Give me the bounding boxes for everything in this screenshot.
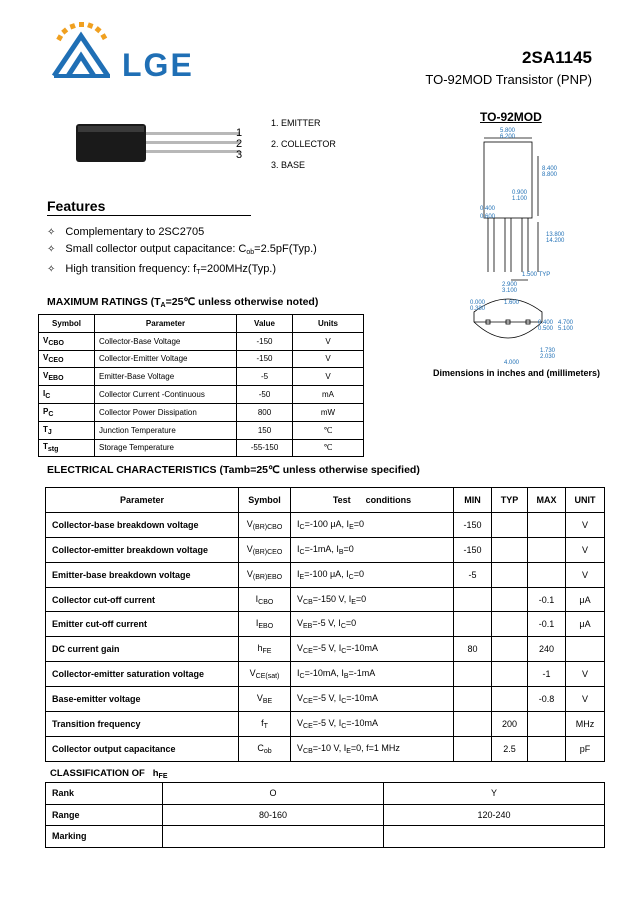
column-header: Parameter [95,315,237,333]
pin-base: 3. BASE [271,160,306,170]
symbol-cell: $f_T$ [239,712,291,737]
symbol-cell: $V_{EBO}$ [39,368,95,386]
symbol-cell: $P_C$ [39,403,95,421]
rank-o-cell: 80-160 [163,804,384,826]
rank-y-cell [384,826,605,848]
max-cell: -0.1 [528,612,566,637]
parameter-cell: Emitter-base breakdown voltage [46,562,239,587]
value-cell: -150 [237,350,293,368]
dim-label: 2.030 [540,354,556,360]
table-row [39,332,364,350]
value-cell: 800 [237,403,293,421]
parameter-cell: Transition frequency [46,712,239,737]
typ-cell [492,562,528,587]
min-cell: -150 [454,512,492,537]
dim-label: 0.000 [470,300,486,306]
symbol-cell: $I_C$ [39,386,95,404]
max-cell [528,512,566,537]
unit-cell: mA [293,386,364,404]
pin-number: 3 [236,149,243,161]
package-dimension-drawing [466,126,596,370]
unit-cell: mW [293,403,364,421]
parameter-cell: Storage Temperature [95,439,237,457]
symbol-cell: $V_{CEO}$ [39,350,95,368]
rank-o-cell: O [163,783,384,805]
parameter-cell: Junction Temperature [95,421,237,439]
typ-cell [492,687,528,712]
row-label: Rank [46,783,163,805]
table-row [39,439,364,457]
features-heading: Features [47,198,251,216]
parameter-cell: Collector-emitter breakdown voltage [46,537,239,562]
max-cell [528,736,566,761]
symbol-cell: $V_{(BR)CEO}$ [239,537,291,562]
min-cell: -150 [454,537,492,562]
feature-item: ✧ Complementary to 2SC2705 [47,224,317,241]
typ-cell [492,537,528,562]
dim-label: 4.700 [558,320,574,326]
min-cell [454,736,492,761]
lge-logo [50,22,210,82]
dim-label: 1.730 [540,348,556,354]
symbol-cell: $h_{FE}$ [239,637,291,662]
table-row [46,712,605,737]
hfe-classification-table [45,782,605,848]
logo-mountain-icon [54,36,108,76]
symbol-cell: $I_{EBO}$ [239,612,291,637]
dim-label: 0.600 [480,214,496,220]
column-header: UNIT [566,488,605,513]
rank-y-cell: Y [384,783,605,805]
dim-label: 5.800 [500,128,516,134]
symbol-cell: $V_{CE(sat)}$ [239,662,291,687]
parameter-cell: Base-emitter voltage [46,687,239,712]
electrical-characteristics-table [45,487,605,762]
unit-cell: pF [566,736,605,761]
feature-item: ✧ Small collector output capacitance: $C_{ob}=2.5pF(Typ.)$ [47,241,317,261]
test-conditions-cell: $V_{EB}=-5$ V, $I_C=0$ [291,612,454,637]
max-cell: -1 [528,662,566,687]
table-row [46,804,605,826]
symbol-cell: $I_{CBO}$ [239,587,291,612]
test-conditions-cell: $V_{CB}=-10$ V, $I_E=0$, f=1 MHz [291,736,454,761]
unit-cell: V [566,537,605,562]
typ-cell: 2.5 [492,736,528,761]
parameter-cell: Emitter cut-off current [46,612,239,637]
dim-label: 4.000 [504,360,520,366]
dim-label: 1.600 [504,300,520,306]
table-row [39,386,364,404]
test-conditions-cell: $V_{CE}=-5$ V, $I_C=-10mA$ [291,687,454,712]
dim-label: 6.200 [500,134,516,140]
value-cell: -5 [237,368,293,386]
pin-collector: 2. COLLECTOR [271,139,336,149]
table-row [46,783,605,805]
parameter-cell: Emitter-Base Voltage [95,368,237,386]
dim-label: 2.900 [502,282,518,288]
pin-numbers [236,128,242,161]
parameter-cell: Collector output capacitance [46,736,239,761]
symbol-cell: $T_{stg}$ [39,439,95,457]
symbol-cell: $V_{(BR)CBO}$ [239,512,291,537]
dim-label: 3.100 [502,288,518,294]
max-ratings-table [38,314,364,457]
column-header: Parameter [46,488,239,513]
table-row [39,368,364,386]
dimensions-caption: Dimensions in inches and (millimeters) [433,368,601,378]
test-conditions-cell: $I_E=-100$ μA, $I_C=0$ [291,562,454,587]
unit-cell: V [566,687,605,712]
table-header-row [46,488,605,513]
unit-cell: V [566,512,605,537]
max-cell [528,712,566,737]
pin-emitter: 1. EMITTER [271,118,321,128]
table-row [39,403,364,421]
logo-text: LGE [122,47,194,82]
unit-cell: V [566,662,605,687]
dim-label: 0.900 [512,190,528,196]
table-row [46,562,605,587]
dim-label: 0.400 [538,320,554,326]
dim-label: 5.100 [558,326,574,332]
max-cell [528,537,566,562]
part-number: 2SA1145 [522,48,592,67]
symbol-cell: $C_{ob}$ [239,736,291,761]
test-conditions-cell: $I_C=-1mA$, $I_B=0$ [291,537,454,562]
rank-o-cell [163,826,384,848]
table-row [46,537,605,562]
min-cell [454,687,492,712]
table-row [46,662,605,687]
max-cell: -0.1 [528,587,566,612]
table-row [46,512,605,537]
test-conditions-cell: $V_{CE}=-5$ V, $I_C=-10mA$ [291,637,454,662]
column-header: Test conditions [291,488,454,513]
column-header: Units [293,315,364,333]
typ-cell [492,587,528,612]
min-cell [454,712,492,737]
part-description: TO-92MOD Transistor (PNP) [425,72,592,87]
dim-label: 1.100 [512,196,528,202]
table-row [39,421,364,439]
column-header: MAX [528,488,566,513]
unit-cell: MHz [566,712,605,737]
test-conditions-cell: $I_C=-100$ μA, $I_E=0$ [291,512,454,537]
unit-cell: μA [566,587,605,612]
features-list [47,224,317,281]
table-row [46,826,605,848]
parameter-cell: Collector-Emitter Voltage [95,350,237,368]
unit-cell: ℃ [293,439,364,457]
min-cell [454,587,492,612]
parameter-cell: Collector Current -Continuous [95,386,237,404]
parameter-cell: Collector cut-off current [46,587,239,612]
classification-heading: CLASSIFICATION OF $h_{FE}$ [50,768,168,780]
table-row [46,736,605,761]
pin-number: 1 [236,127,243,139]
value-cell: -150 [237,332,293,350]
symbol-cell: $V_{(BR)EBO}$ [239,562,291,587]
max-cell [528,562,566,587]
typ-cell [492,662,528,687]
typ-cell: 200 [492,712,528,737]
column-header: Symbol [239,488,291,513]
unit-cell: V [293,332,364,350]
symbol-cell: $V_{CBO}$ [39,332,95,350]
column-header: Value [237,315,293,333]
typ-cell [492,512,528,537]
table-row [46,612,605,637]
electrical-heading: ELECTRICAL CHARACTERISTICS (Tamb=25℃ unless otherwise specified) [47,464,420,476]
parameter-cell: DC current gain [46,637,239,662]
dim-label: 0.400 [480,206,496,212]
min-cell [454,612,492,637]
test-conditions-cell: $V_{CE}=-5$ V, $I_C=-10mA$ [291,712,454,737]
pin-list [271,113,336,176]
table-row [46,637,605,662]
column-header: MIN [454,488,492,513]
typ-cell [492,612,528,637]
min-cell: -5 [454,562,492,587]
unit-cell: μA [566,612,605,637]
dim-label: 14.200 [546,238,565,244]
max-ratings-heading: MAXIMUM RATINGS ($T_A=25℃$ unless otherwise noted) [47,296,319,309]
parameter-cell: Collector Power Dissipation [95,403,237,421]
value-cell: 150 [237,421,293,439]
row-label: Range [46,804,163,826]
table-row [46,687,605,712]
value-cell: -55-150 [237,439,293,457]
unit-cell: ℃ [293,421,364,439]
rank-y-cell: 120-240 [384,804,605,826]
unit-cell [566,637,605,662]
column-header: Symbol [39,315,95,333]
table-header-row [39,315,364,333]
parameter-cell: Collector-emitter saturation voltage [46,662,239,687]
symbol-cell: $T_J$ [39,421,95,439]
unit-cell: V [566,562,605,587]
unit-cell: V [293,350,364,368]
typ-cell [492,637,528,662]
test-conditions-cell: $V_{CB}=-150$ V, $I_E=0$ [291,587,454,612]
dim-label: 0.380 [470,306,486,312]
dim-label: 0.500 [538,326,554,332]
feature-item: ✧ High transition frequency: $f_T=200MHz(Typ.)$ [47,261,317,281]
symbol-cell: $V_{BE}$ [239,687,291,712]
dim-label: 8.800 [542,172,558,178]
pin-number: 2 [236,138,243,150]
package-title: TO-92MOD [480,110,542,124]
table-row [46,587,605,612]
dim-label: 13.800 [546,232,565,238]
test-conditions-cell: $I_C=-10mA$, $I_B=-1mA$ [291,662,454,687]
row-label: Marking [46,826,163,848]
unit-cell: V [293,368,364,386]
value-cell: -50 [237,386,293,404]
dim-label: 1.500 TYP [522,272,551,278]
max-cell: 240 [528,637,566,662]
min-cell [454,662,492,687]
min-cell: 80 [454,637,492,662]
dim-label: 8.400 [542,166,558,172]
transistor-photo [76,118,242,168]
parameter-cell: Collector-Base Voltage [95,332,237,350]
column-header: TYP [492,488,528,513]
max-cell: -0.8 [528,687,566,712]
parameter-cell: Collector-base breakdown voltage [46,512,239,537]
table-row [39,350,364,368]
